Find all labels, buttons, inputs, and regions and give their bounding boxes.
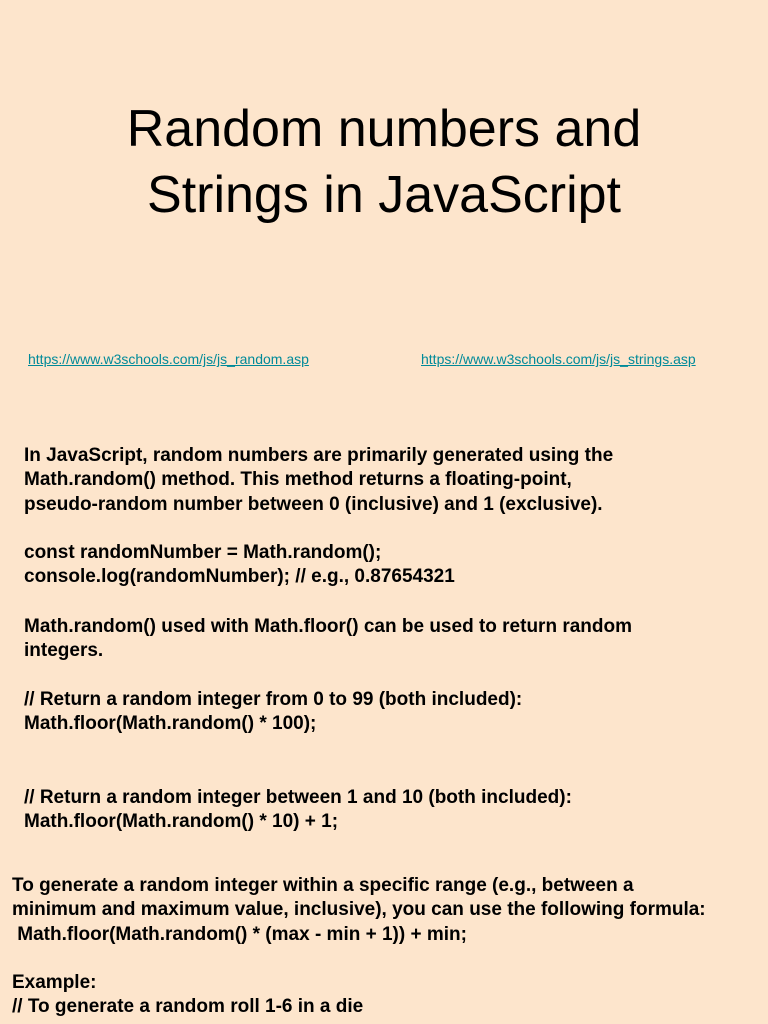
code-example-basic	[24, 541, 455, 590]
die-example	[12, 971, 363, 1020]
page-title	[0, 96, 768, 228]
range-formula-paragraph	[12, 874, 706, 947]
range-line-1: To generate a random integer within a specific range (e.g., between a	[12, 875, 634, 896]
page-title-line-1: Random numbers and	[126, 100, 642, 158]
range-formula: Math.floor(Math.random() * (max - min + 1)) + min;	[12, 923, 467, 945]
code-line-1: const randomNumber = Math.random();	[24, 542, 382, 563]
code-line-2: console.log(randomNumber); // e.g., 0.87654321	[24, 566, 455, 588]
intro-line-1: In JavaScript, random numbers are primarily generated using the	[24, 445, 614, 466]
die-example-comment: // To generate a random roll 1-6 in a die	[12, 996, 364, 1018]
example-0-99-code: Math.floor(Math.random() * 100);	[24, 713, 317, 735]
example-0-99-comment: // Return a random integer from 0 to 99 (both included):	[24, 689, 523, 710]
floor-note-line-2: integers.	[24, 640, 104, 662]
strings-reference-link[interactable]: https://www.w3schools.com/js/js_strings.asp	[421, 351, 696, 367]
floor-note-line-1: Math.random() used with Math.floor() can be used to return random	[24, 616, 633, 637]
die-example-label: Example:	[12, 972, 97, 993]
range-line-2: minimum and maximum value, inclusive), you can use the following formula:	[12, 899, 706, 921]
random-reference-link[interactable]: https://www.w3schools.com/js/js_random.asp	[28, 351, 309, 367]
intro-line-2: Math.random() method. This method returns a floating-point,	[24, 469, 572, 491]
floor-note-paragraph	[24, 615, 632, 664]
page-title-line-2: Strings in JavaScript	[147, 166, 621, 224]
example-1-10-comment: // Return a random integer between 1 and 10 (both included):	[24, 787, 572, 808]
intro-line-3: pseudo-random number between 0 (inclusive) and 1 (exclusive).	[24, 493, 603, 515]
example-1-10-code: Math.floor(Math.random() * 10) + 1;	[24, 811, 339, 833]
intro-paragraph	[24, 444, 613, 517]
example-0-99	[24, 688, 522, 737]
example-1-10	[24, 786, 572, 835]
